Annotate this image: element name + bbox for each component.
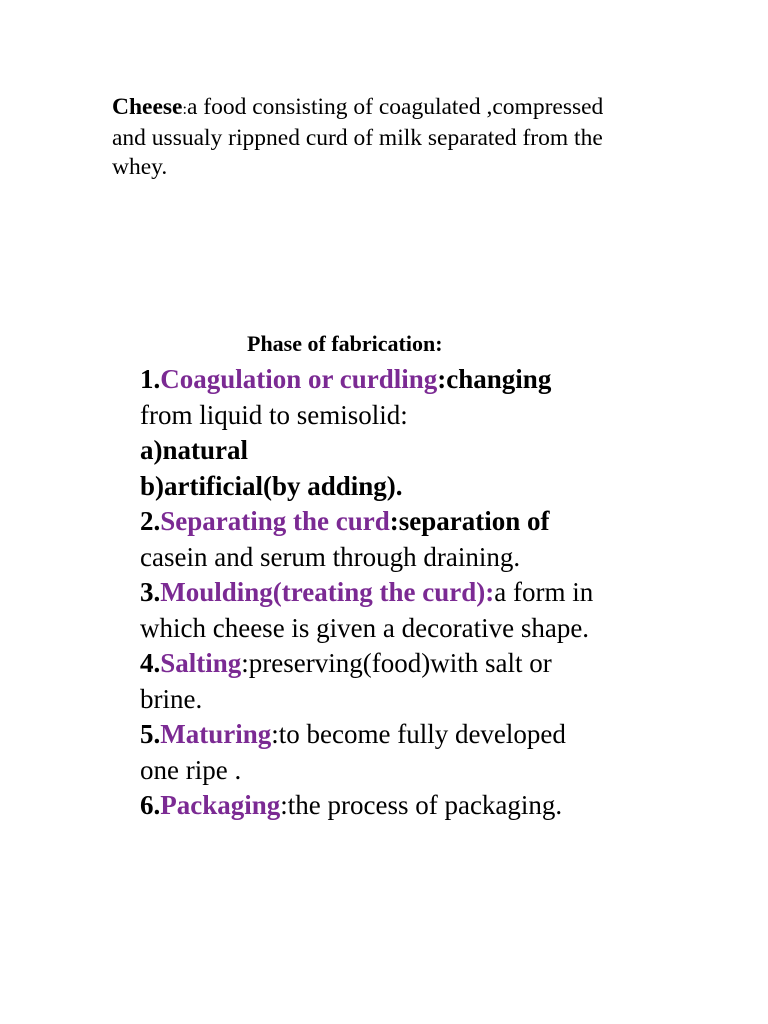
phase-5-desc-1: :to become fully developed — [271, 719, 566, 749]
phase-1-desc-2: from liquid to semisolid: — [140, 399, 408, 430]
phase-6-name: Packaging — [160, 790, 281, 820]
phase-5-name: Maturing — [160, 719, 272, 749]
definition-text-3: whey. — [112, 154, 168, 180]
definition-colon: : — [182, 101, 187, 118]
phase-2-desc-1: :separation of — [389, 506, 550, 536]
phase-4-name: Salting — [160, 648, 242, 678]
phase-3-name: Moulding(treating the curd): — [160, 577, 495, 607]
phase-2-number: 2. — [140, 506, 161, 536]
phase-list — [140, 362, 700, 824]
definition-text-1: a food consisting of coagulated ,compressed — [186, 94, 604, 120]
phase-5-number: 5. — [140, 719, 161, 749]
phase-2-name: Separating the curd — [160, 506, 390, 536]
phase-4-line-1 — [140, 646, 700, 682]
phase-1-line-1 — [140, 362, 700, 398]
phase-1-number: 1. — [140, 364, 161, 394]
phase-4-desc-1: :preserving(food)with salt or — [241, 648, 552, 678]
phase-2-line-1 — [140, 504, 700, 540]
phase-1-sub-a: a)natural — [140, 435, 248, 465]
phase-3-number: 3. — [140, 577, 161, 607]
phase-3-desc-1: a form in — [494, 577, 594, 607]
definition-line-1 — [112, 94, 603, 120]
phase-5-desc-2: one ripe . — [140, 754, 242, 785]
phase-6-line-1 — [140, 788, 700, 824]
phase-6-number: 6. — [140, 790, 161, 820]
phase-3-desc-2: which cheese is given a decorative shape. — [140, 612, 590, 643]
phase-1-name: Coagulation or curdling — [160, 364, 438, 394]
phase-4-number: 4. — [140, 648, 161, 678]
phase-5-line-1 — [140, 717, 700, 753]
definition-term: Cheese — [112, 94, 183, 120]
phase-3-line-1 — [140, 575, 700, 611]
definition-text-2: and ussualy rippned curd of milk separated from the — [112, 125, 603, 151]
phase-4-desc-2: brine. — [140, 683, 203, 714]
phase-1-desc-1: :changing — [437, 364, 552, 394]
cheese-definition — [112, 93, 672, 182]
phase-6-desc-1: :the process of packaging. — [280, 790, 563, 820]
phase-1-sub-b: b)artificial(by adding). — [140, 470, 403, 501]
phase-heading: Phase of fabrication: — [247, 331, 443, 356]
phase-2-desc-2: casein and serum through draining. — [140, 541, 521, 572]
